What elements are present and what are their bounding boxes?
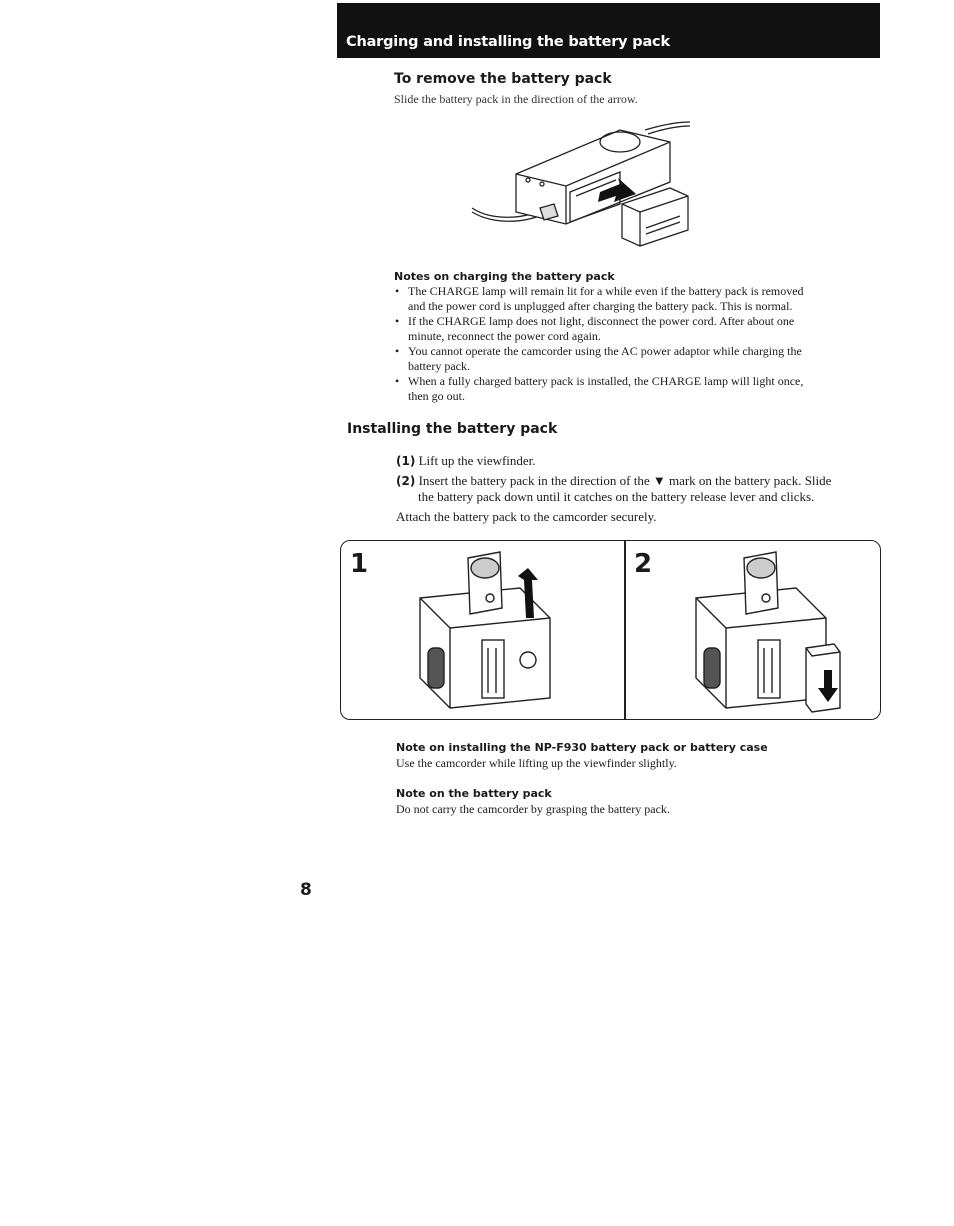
install-step-2: (2) Insert the battery pack in the direction of the ▼ mark on the battery pack. Slide the battery pack down until it catches on the battery release lever and clicks.: [396, 473, 832, 504]
figure-divider: [624, 540, 626, 720]
notes-charging-heading: Notes on charging the battery pack: [394, 270, 615, 283]
install-step-1: (1) Lift up the viewfinder.: [396, 453, 536, 468]
charger-removal-illustration: [470, 112, 700, 260]
list-item: • When a fully charged battery pack is installed, the CHARGE lamp will light once, then go out.: [394, 374, 874, 404]
note-pack-text: Do not carry the camcorder by grasping the battery pack.: [396, 802, 670, 816]
install-closing: Attach the battery pack to the camcorder securely.: [396, 509, 657, 524]
list-item: • You cannot operate the camcorder using the AC power adaptor while charging the battery pack.: [394, 344, 874, 374]
list-item: • The CHARGE lamp will remain lit for a while even if the battery pack is removed and the power cord is unplugged after charging the battery pack. This is normal.: [394, 284, 874, 314]
note-pack-heading: Note on the battery pack: [396, 787, 552, 800]
remove-heading: To remove the battery pack: [394, 71, 612, 87]
step-number: (1): [396, 454, 416, 468]
figure-1-label: 1: [350, 549, 369, 579]
note-np-heading: Note on installing the NP-F930 battery pack or battery case: [396, 741, 768, 754]
note-np-text: Use the camcorder while lifting up the viewfinder slightly.: [396, 756, 677, 770]
install-heading: Installing the battery pack: [347, 421, 558, 437]
notes-charging-list: [394, 284, 874, 404]
camcorder-battery-insert-illustration: [688, 548, 858, 713]
camcorder-viewfinder-lift-illustration: [410, 548, 570, 713]
step-number: (2): [396, 474, 416, 488]
list-item: • If the CHARGE lamp does not light, disconnect the power cord. After about one minute, reconnect the power cord again.: [394, 314, 874, 344]
page-number: 8: [300, 880, 312, 900]
remove-text: Slide the battery pack in the direction of the arrow.: [394, 92, 638, 106]
figure-2-label: 2: [634, 549, 653, 579]
section-title: Charging and installing the battery pack: [346, 34, 670, 50]
